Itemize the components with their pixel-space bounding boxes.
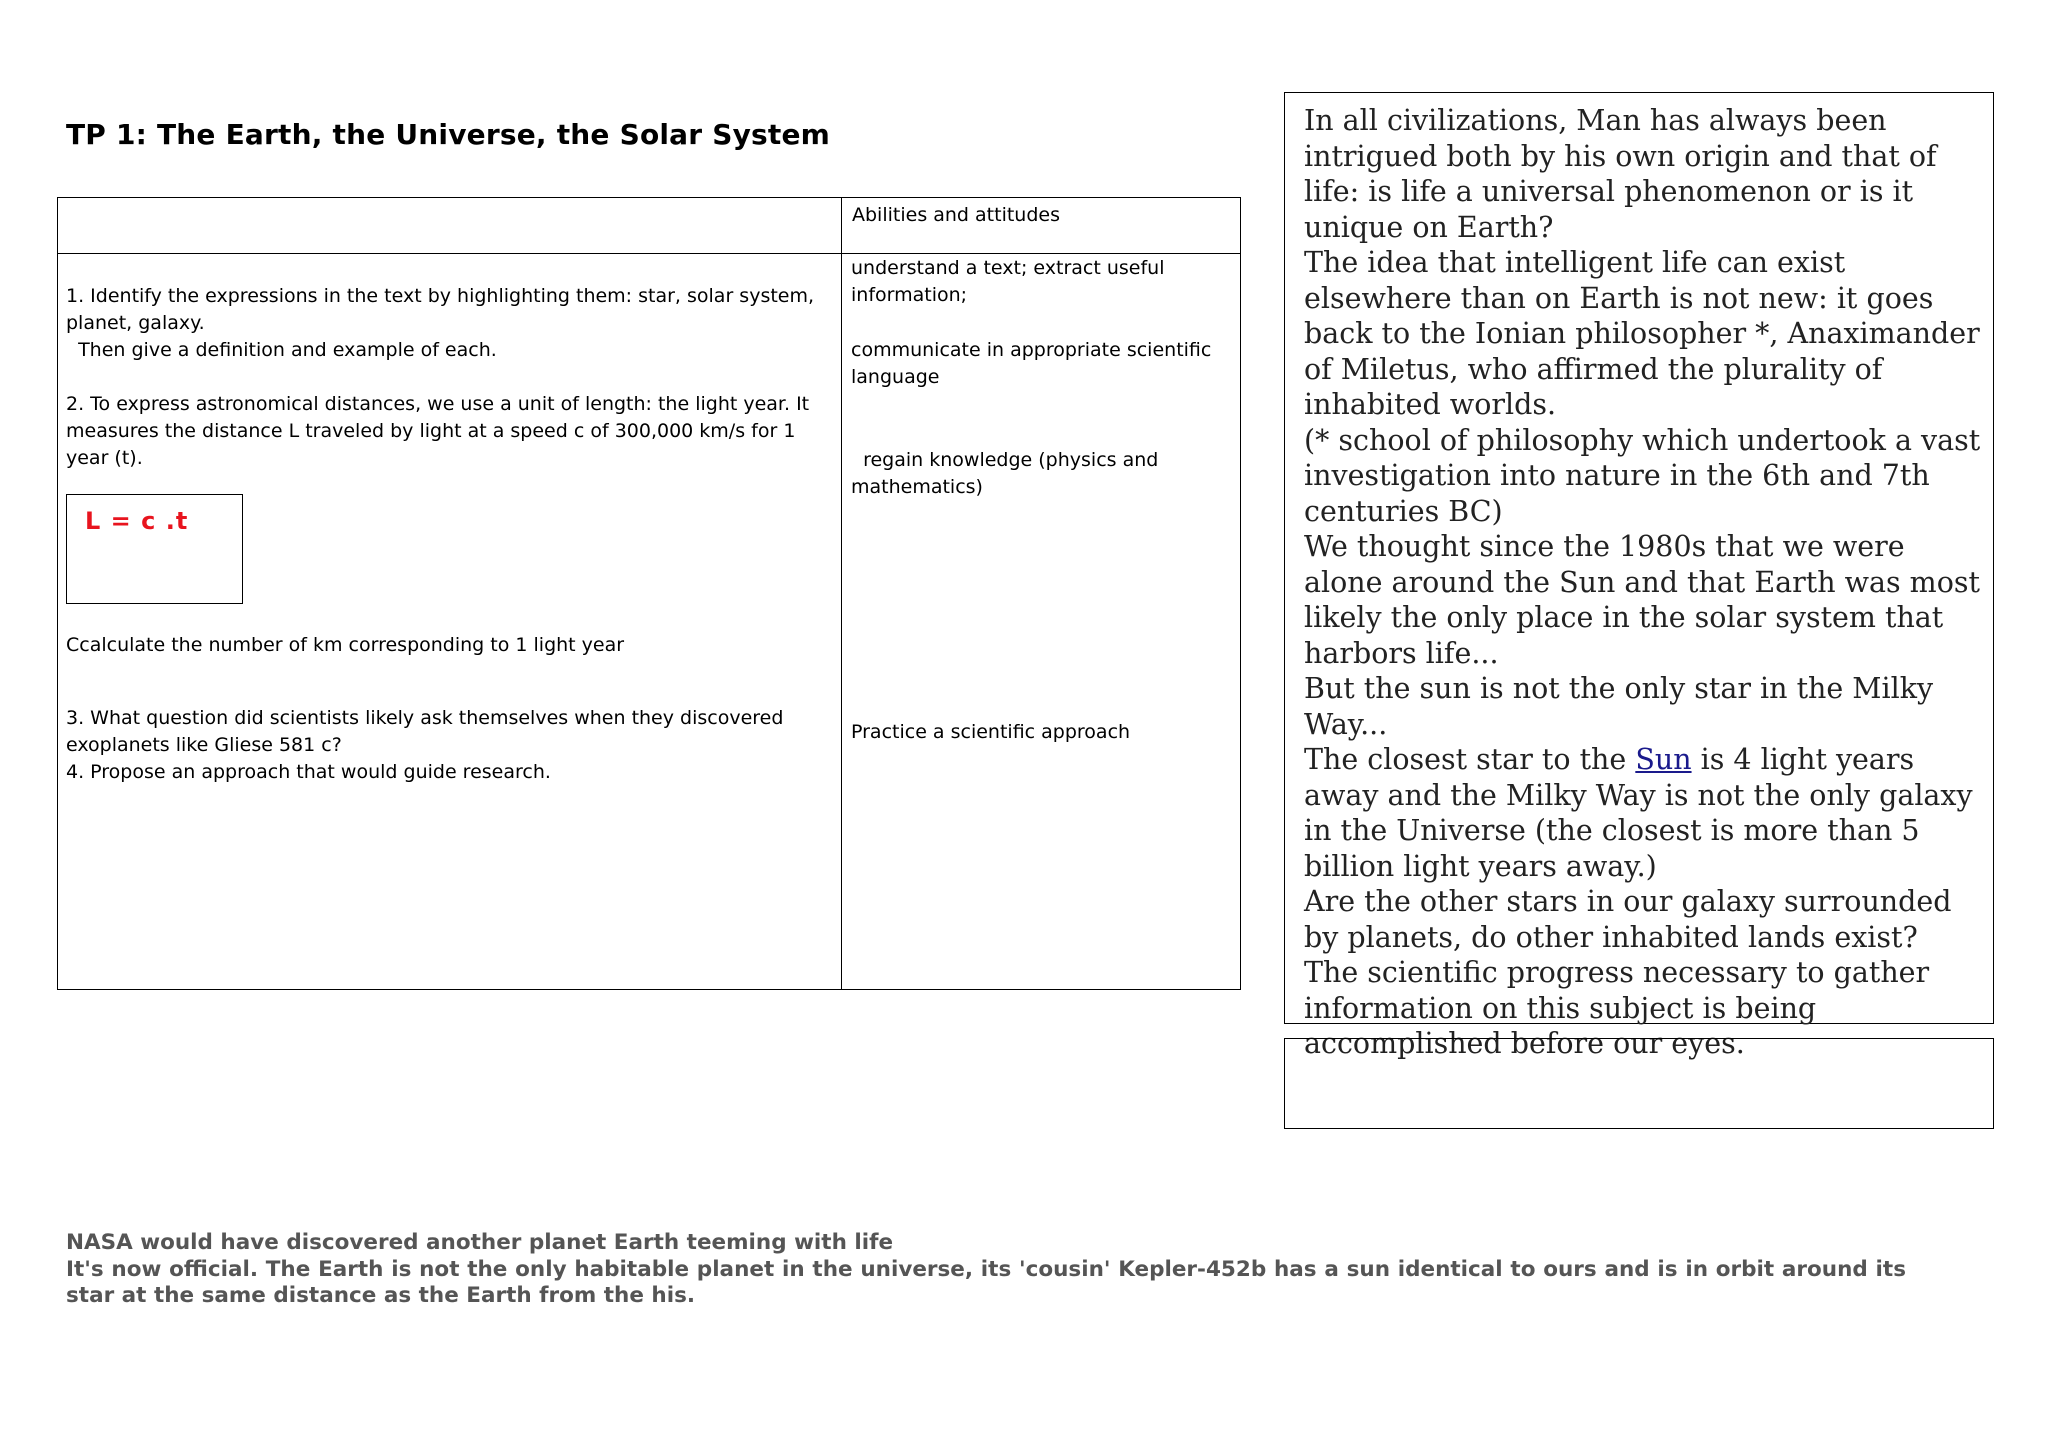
skill-regain-knowledge: regain knowledge (physics and mathematics) [851,449,1165,498]
header-row-divider [58,253,1240,254]
reading-paragraph: The idea that intelligent life can exist elsewhere than on Earth is not new: it goes back to the Ionian philosopher *, Anaximander of Miletus, who affirmed the plurality of inhabited worlds. [1304,246,1980,421]
column-divider [841,198,842,989]
question-1-followup: Then give a definition and example of each. [66,339,497,361]
reading-paragraph: We thought since the 1980s that we were alone around the Sun and that Earth was most likely the only place in the solar system that harbors life... [1304,530,1980,670]
reading-paragraph: But the sun is not the only star in the Milky Way... [1304,672,1934,741]
reading-text [1304,103,1984,1062]
page-title: TP 1: The Earth, the Universe, the Solar System [66,118,831,151]
formula-box [66,494,243,604]
reading-fragment: The closest star to the [1304,743,1636,776]
light-year-formula: L = c .t [85,507,189,535]
empty-answer-box [1284,1038,1994,1129]
news-excerpt [66,1230,1906,1310]
reading-fragment: is 4 light years away and the Milky Way is not the only galaxy in the Universe (the closest is more than 5 billion light years away.) [1304,743,1973,883]
task-table [57,197,1241,990]
calculation-prompt: Ccalculate the number of km corresponding to 1 light year [66,634,625,656]
skill-understand: understand a text; extract useful information; [851,257,1165,306]
reading-text-box [1284,92,1994,1060]
reading-paragraph: The scientific progress necessary to gather information on this subject is being accomplished before our eyes. [1304,956,1930,1060]
reading-paragraph [1304,742,1984,884]
question-1 [66,283,836,364]
abilities-header: Abilities and attitudes [852,204,1060,226]
sun-link[interactable]: Sun [1635,743,1692,776]
reading-paragraph: (* school of philosophy which undertook a vast investigation into nature in the 6th and 7th centuries BC) [1304,423,1981,528]
questions-3-4 [66,705,836,786]
news-headline: NASA would have discovered another planet Earth teeming with life [66,1230,894,1255]
question-2 [66,391,836,472]
news-body: It's now official. The Earth is not the only habitable planet in the universe, its 'cousin' Kepler-452b has a sun identical to ours and is in orbit around its star at the same distance as the Earth from the his. [66,1256,1906,1308]
question-2-text: 2. To express astronomical distances, we use a unit of length: the light year. It measures the distance L traveled by light at a speed c of 300,000 km/s for 1 year (t). [66,393,810,469]
question-1-text: 1. Identify the expressions in the text by highlighting them: star, solar system, planet, galaxy. [66,285,815,334]
reading-paragraph: Are the other stars in our galaxy surrounded by planets, do other inhabited lands exist? [1304,885,1952,954]
question-4-text: 4. Propose an approach that would guide research. [66,761,551,783]
skill-communicate: communicate in appropriate scientific language [851,339,1212,388]
reading-paragraph: In all civilizations, Man has always been intrigued both by his own origin and that of life: is life a universal phenomenon or is it unique on Earth? [1304,104,1937,244]
skill-scientific-approach: Practice a scientific approach [851,721,1131,743]
question-3-text: 3. What question did scientists likely ask themselves when they discovered exoplanets like Gliese 581 c? [66,707,784,756]
